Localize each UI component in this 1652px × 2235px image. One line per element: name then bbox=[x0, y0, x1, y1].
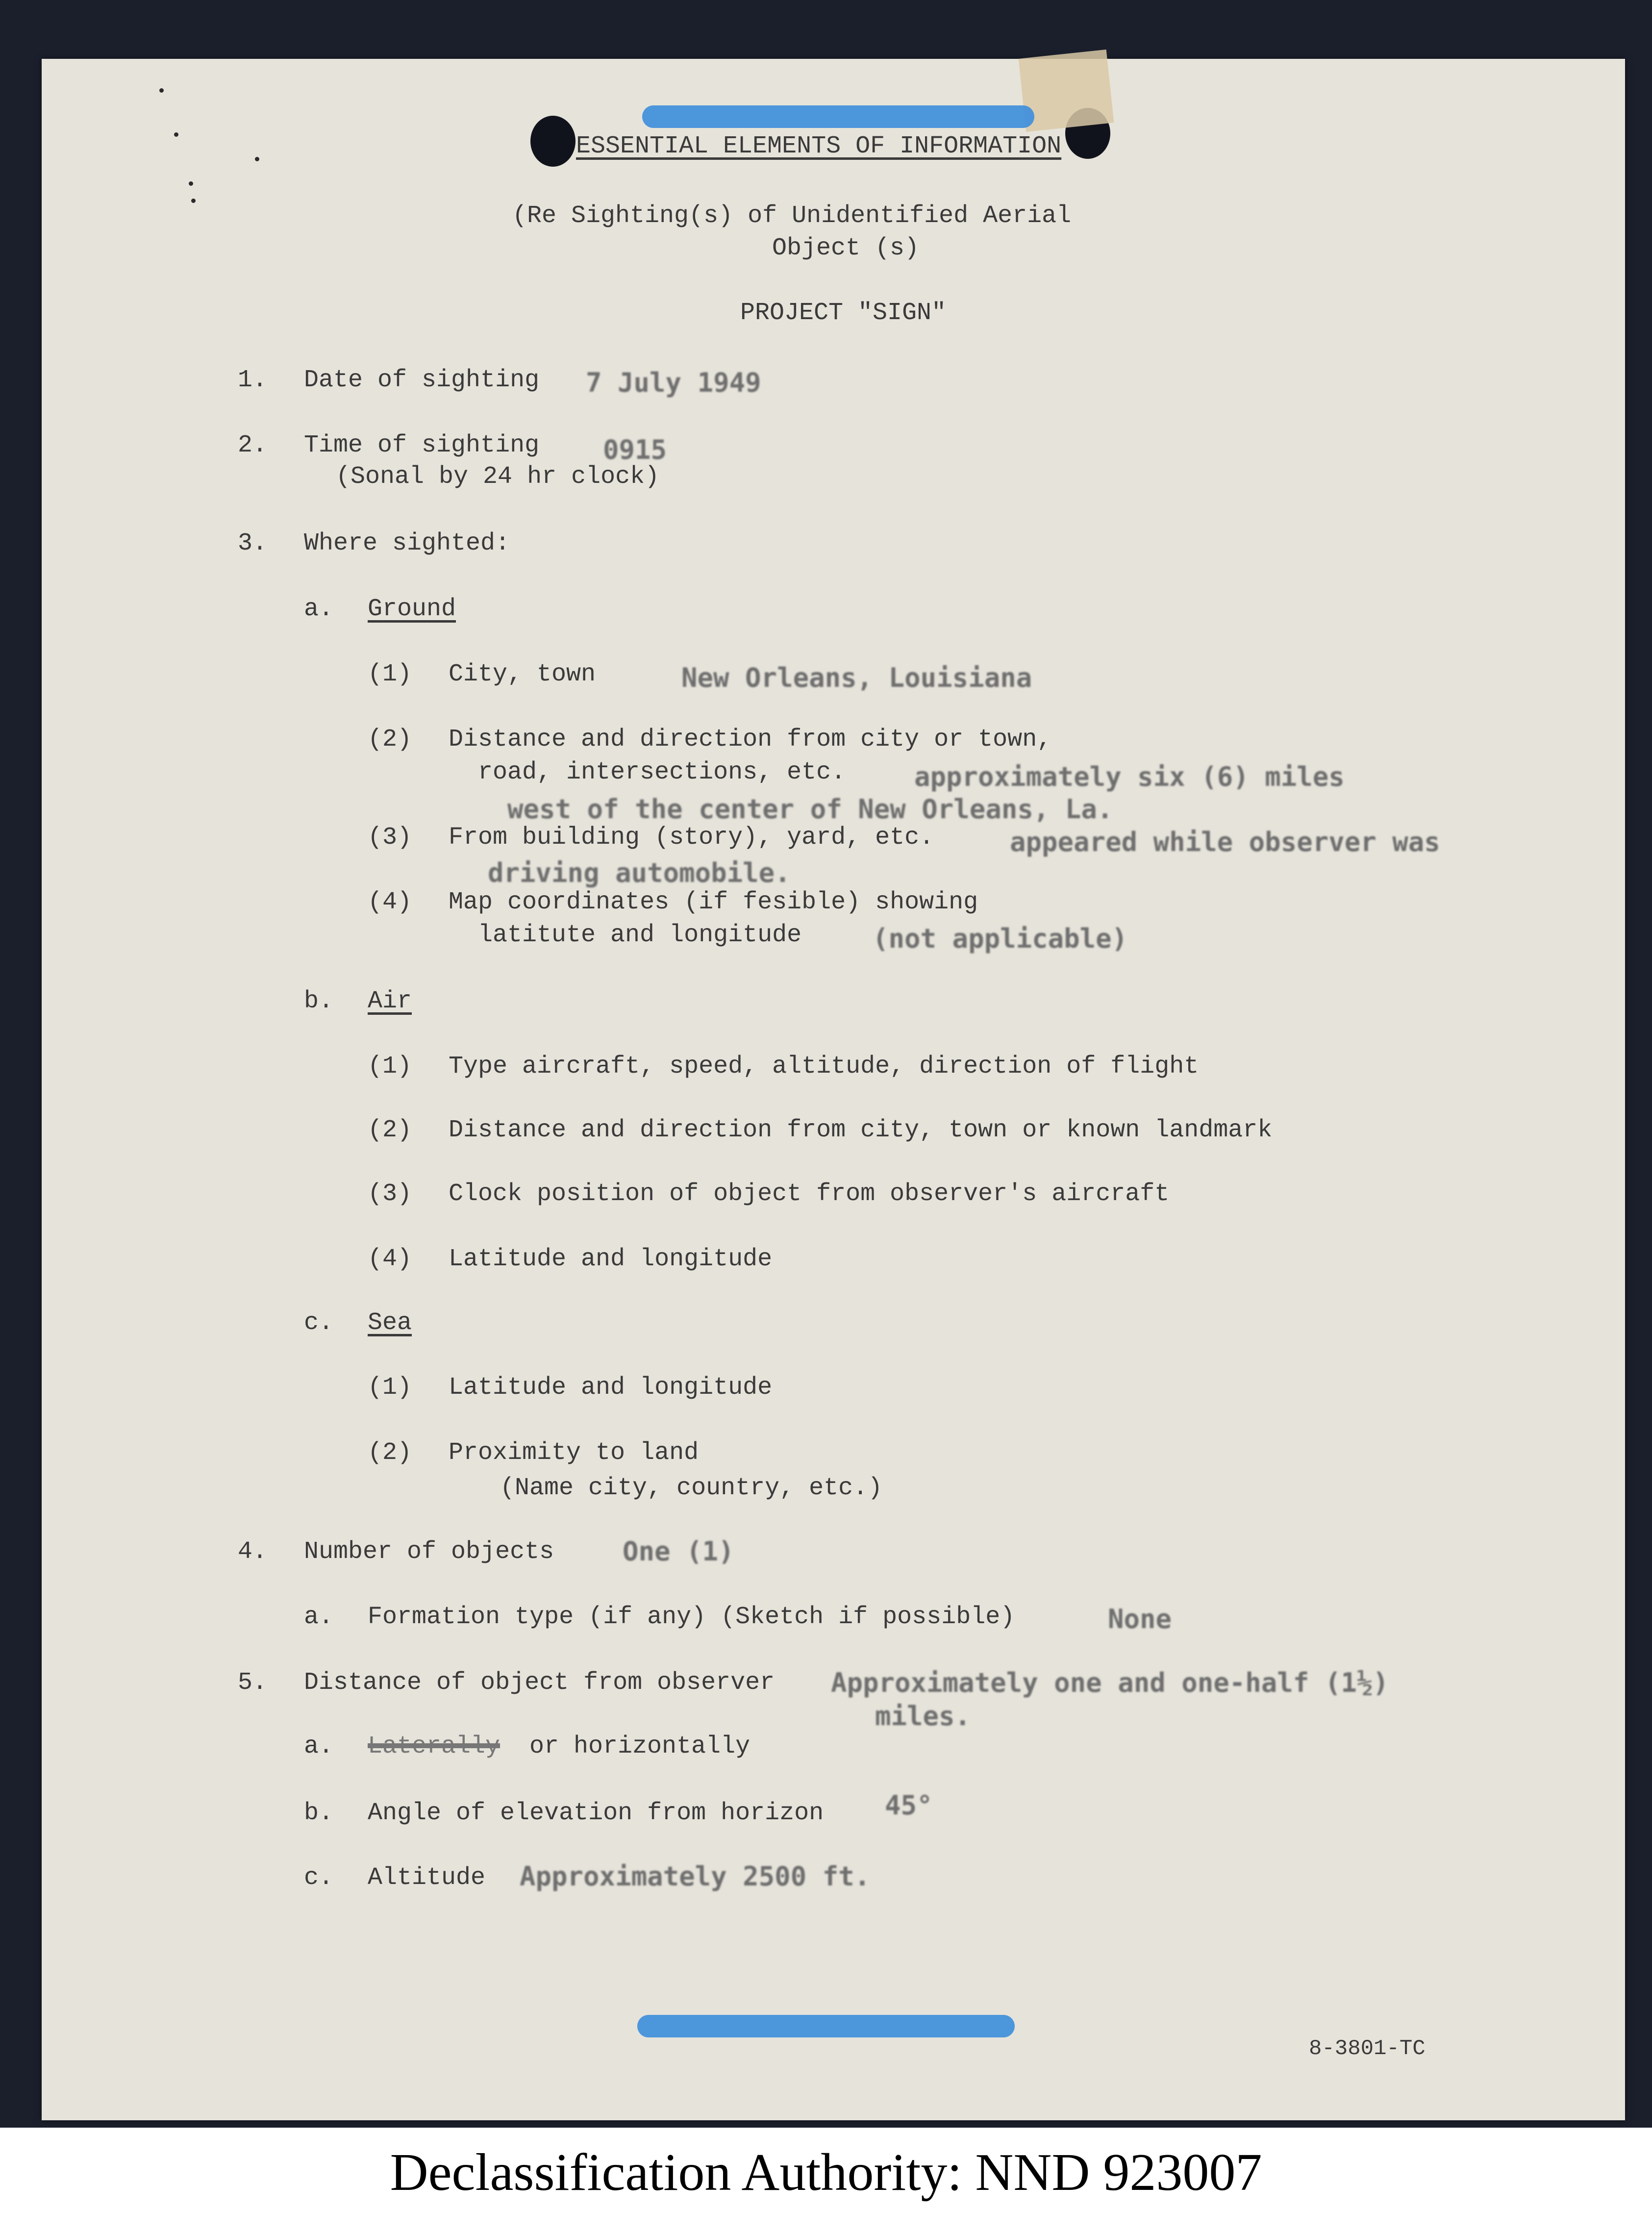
item-5b-letter: b. bbox=[304, 1799, 334, 1827]
item-3-label: Where sighted: bbox=[304, 529, 510, 557]
item-3b1-label: Type aircraft, speed, altitude, direction of flight bbox=[449, 1053, 1199, 1080]
item-3b3-label: Clock position of object from observer's aircraft bbox=[449, 1180, 1170, 1208]
item-3a2-label-line2: road, intersections, etc. bbox=[478, 758, 846, 786]
item-5b-value: 45° bbox=[885, 1790, 933, 1821]
item-3b4-label: Latitude and longitude bbox=[449, 1245, 773, 1273]
item-3a3-value-line1: appeared while observer was bbox=[1010, 827, 1440, 857]
item-1-label: Date of sighting bbox=[304, 366, 540, 394]
item-3a4-label-line1: Map coordinates (if fesible) showing bbox=[449, 888, 978, 916]
paper-speck bbox=[255, 157, 259, 161]
item-3a2-value-line2: west of the center of New Orleans, La. bbox=[507, 794, 1113, 825]
item-3a2-label-line1: Distance and direction from city or town, bbox=[449, 726, 1052, 753]
item-3b1-number: (1) bbox=[368, 1053, 412, 1080]
item-4a-value: None bbox=[1108, 1604, 1172, 1634]
item-3c-letter: c. bbox=[304, 1309, 334, 1337]
item-3a3-label: From building (story), yard, etc. bbox=[449, 824, 934, 852]
document-title: ESSENTIAL ELEMENTS OF INFORMATION bbox=[576, 132, 1062, 160]
item-5a-letter: a. bbox=[304, 1733, 334, 1760]
item-3a3-value-line2: driving automobile. bbox=[488, 857, 791, 888]
item-4a-letter: a. bbox=[304, 1603, 334, 1631]
item-3c-heading: Sea bbox=[368, 1309, 412, 1337]
item-3a1-value: New Orleans, Louisiana bbox=[681, 662, 1032, 693]
item-5-number: 5. bbox=[238, 1669, 268, 1697]
item-2-value: 0915 bbox=[603, 434, 667, 465]
item-4-label: Number of objects bbox=[304, 1538, 554, 1566]
paper-speck bbox=[191, 199, 196, 203]
item-5a-label: or horizontally bbox=[529, 1733, 751, 1760]
paper-speck bbox=[174, 132, 178, 137]
document-page bbox=[42, 59, 1625, 2120]
item-5c-label: Altitude bbox=[368, 1864, 486, 1892]
blue-marker-bottom bbox=[637, 2015, 1015, 2037]
item-1-value: 7 July 1949 bbox=[586, 367, 761, 398]
declassification-caption: Declassification Authority: NND 923007 bbox=[390, 2143, 1262, 2202]
item-3b2-number: (2) bbox=[368, 1116, 412, 1144]
item-3a2-number: (2) bbox=[368, 726, 412, 753]
item-4-value: One (1) bbox=[623, 1536, 734, 1567]
item-3a-heading: Ground bbox=[368, 595, 456, 623]
document-subtitle-line2: Object (s) bbox=[772, 234, 920, 262]
item-3a2-value-line1: approximately six (6) miles bbox=[914, 761, 1345, 792]
project-name: PROJECT "SIGN" bbox=[740, 299, 947, 327]
item-3c2-number: (2) bbox=[368, 1439, 412, 1467]
blue-marker-top bbox=[642, 105, 1034, 128]
item-3c1-number: (1) bbox=[368, 1374, 412, 1402]
paper-speck bbox=[159, 88, 164, 93]
paper-speck bbox=[189, 181, 193, 186]
item-5-value-line2: miles. bbox=[875, 1701, 971, 1732]
item-3c2-note: (Name city, country, etc.) bbox=[500, 1474, 883, 1502]
item-3a-letter: a. bbox=[304, 595, 334, 623]
item-2-note: (Sonal by 24 hr clock) bbox=[336, 463, 660, 491]
item-3c2-label: Proximity to land bbox=[449, 1439, 699, 1467]
item-3a3-number: (3) bbox=[368, 824, 412, 852]
item-4-number: 4. bbox=[238, 1538, 268, 1566]
item-3c1-label: Latitude and longitude bbox=[449, 1374, 773, 1402]
item-1-number: 1. bbox=[238, 366, 268, 394]
item-3b3-number: (3) bbox=[368, 1180, 412, 1208]
item-3b-letter: b. bbox=[304, 987, 334, 1015]
item-3-number: 3. bbox=[238, 529, 268, 557]
item-2-number: 2. bbox=[238, 431, 268, 459]
punch-hole-left bbox=[530, 116, 576, 167]
item-5a-struck-word: Laterally bbox=[368, 1733, 501, 1760]
item-5c-value: Approximately 2500 ft. bbox=[520, 1861, 871, 1892]
item-4a-label: Formation type (if any) (Sketch if possible) bbox=[368, 1603, 1015, 1631]
item-3a4-number: (4) bbox=[368, 888, 412, 916]
item-3a1-label: City, town bbox=[449, 660, 596, 688]
item-5-label: Distance of object from observer bbox=[304, 1669, 775, 1697]
item-3a4-value: (not applicable) bbox=[873, 923, 1128, 954]
item-3b4-number: (4) bbox=[368, 1245, 412, 1273]
item-3a1-number: (1) bbox=[368, 660, 412, 688]
form-number: 8-3801-TC bbox=[1309, 2036, 1426, 2061]
item-5b-label: Angle of elevation from horizon bbox=[368, 1799, 824, 1827]
item-3b2-label: Distance and direction from city, town or known landmark bbox=[449, 1116, 1273, 1144]
item-3a4-label-line2: latitute and longitude bbox=[478, 921, 802, 949]
item-5-value-line1: Approximately one and one-half (1½) bbox=[831, 1667, 1389, 1698]
item-2-label: Time of sighting bbox=[304, 431, 540, 459]
item-5c-letter: c. bbox=[304, 1864, 334, 1892]
document-subtitle-line1: (Re Sighting(s) of Unidentified Aerial bbox=[512, 202, 1072, 230]
item-3b-heading: Air bbox=[368, 987, 412, 1015]
